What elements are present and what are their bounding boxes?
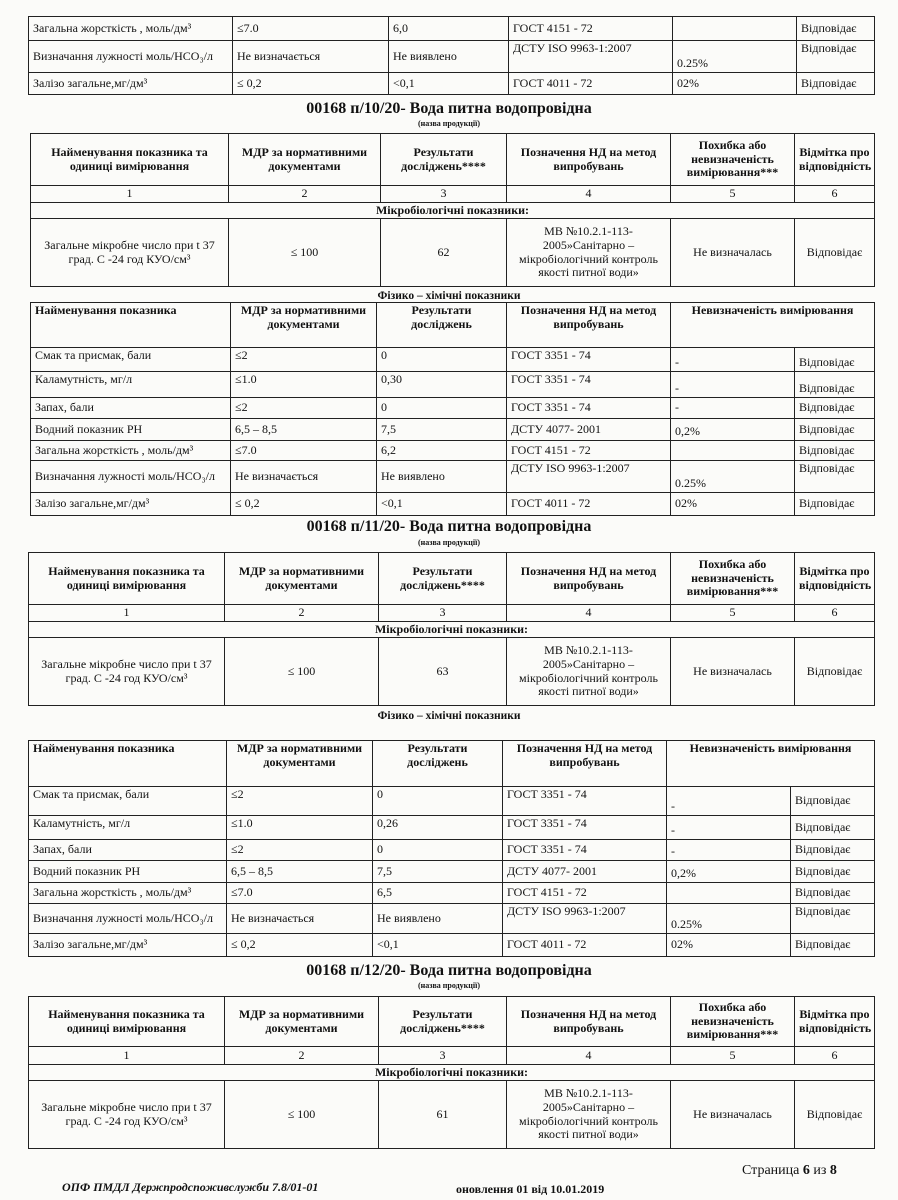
number-row: [29, 605, 875, 622]
cell-name: Запах, бали: [29, 840, 227, 861]
cell-mark: Відповідає: [791, 816, 875, 840]
page-number: [742, 1163, 837, 1179]
cell-mark: Відповідає: [797, 41, 875, 73]
cell-name: Загальна жорсткість , моль/дм³: [29, 17, 233, 41]
cell-uncertainty: -: [667, 840, 791, 861]
cell-result: <0,1: [389, 73, 509, 95]
cell-uncertainty: Не визначалась: [671, 1081, 795, 1149]
col-number: 5: [671, 1047, 795, 1065]
cell-mark: Відповідає: [795, 348, 875, 372]
cell-mdr: 6,5 – 8,5: [227, 861, 373, 883]
cell-mark: Відповідає: [795, 441, 875, 461]
cell-name: Смак та присмак, бали: [29, 787, 227, 816]
header-mdr: МДР за нормативними документами: [227, 741, 373, 787]
cell-method: ДСТУ ISO 9963-1:2007: [507, 461, 671, 493]
micro-section-label: Мікробіологічні показники:: [29, 1065, 875, 1081]
cell-method: МВ №10.2.1-113-2005»Санітарно – мікробіологічний контроль якості питної води»: [507, 638, 671, 706]
cell-mdr: Не визначається: [227, 904, 373, 934]
cell-mark: Відповідає: [795, 493, 875, 516]
cell-uncertainty: 02%: [667, 934, 791, 957]
cell-uncertainty: -: [671, 398, 795, 419]
cell-mark: Відповідає: [791, 861, 875, 883]
phys-table: [28, 740, 875, 957]
cell-method: ДСТУ ISO 9963-1:2007: [509, 41, 673, 73]
cell-method: ГОСТ 3351 - 74: [507, 372, 671, 398]
cell-name: Визначання лужності моль/НСО₃/л: [29, 41, 233, 73]
header-row: [31, 303, 875, 348]
header-result: Результати досліджень: [377, 303, 507, 348]
header-mdr: МДР за нормативними документами: [225, 553, 379, 605]
page-of: из: [813, 1163, 827, 1178]
cell-result: 7,5: [377, 419, 507, 441]
cell-mark: Відповідає: [791, 934, 875, 957]
col-number: 6: [795, 1047, 875, 1065]
cell-result: 0: [377, 348, 507, 372]
header-name: Найменування показника: [31, 303, 231, 348]
table-row: [29, 861, 875, 883]
product-title: 00168 п/12/20- Вода питна водопровідна: [306, 962, 592, 979]
product-caption: (назва продукції): [417, 538, 480, 547]
cell-result: 0: [373, 840, 503, 861]
header-row: [29, 553, 875, 605]
header-method: Позначення НД на метод випробувань: [507, 553, 671, 605]
cell-mdr: ≤7.0: [231, 441, 377, 461]
table-row: [29, 883, 875, 904]
cell-mdr: ≤ 100: [229, 219, 381, 287]
cell-mdr: ≤ 100: [225, 638, 379, 706]
cell-result: Не виявлено: [377, 461, 507, 493]
page-current: 6: [802, 1163, 810, 1178]
header-method: Позначення НД на метод випробувань: [507, 134, 671, 186]
cell-mark: Відповідає: [795, 219, 875, 287]
header-row: [29, 741, 875, 787]
cell-name: Водний показник РН: [31, 419, 231, 441]
cell-mark: Відповідає: [795, 398, 875, 419]
micro-table: [28, 552, 875, 706]
table-row: [29, 840, 875, 861]
cell-method: ДСТУ 4077- 2001: [507, 419, 671, 441]
cell-method: ГОСТ 4151 - 72: [509, 17, 673, 41]
section-row: [31, 203, 875, 219]
table-row: [29, 1081, 875, 1149]
header-result: Результати досліджень****: [379, 553, 507, 605]
cell-mdr: ≤1.0: [227, 816, 373, 840]
table-row: [29, 41, 875, 73]
micro-section-label: Мікробіологічні показники:: [29, 622, 875, 638]
table-row: [31, 348, 875, 372]
cell-uncertainty: 0,2%: [667, 861, 791, 883]
cell-method: ГОСТ 3351 - 74: [507, 348, 671, 372]
header-mdr: МДР за нормативними документами: [229, 134, 381, 186]
cell-method: ГОСТ 4151 - 72: [503, 883, 667, 904]
number-row: [31, 186, 875, 203]
cell-name: Каламутність, мг/л: [31, 372, 231, 398]
col-number: 4: [507, 186, 671, 203]
cell-name: Залізо загальне,мг/дм³: [29, 934, 227, 957]
cell-result: 0: [373, 787, 503, 816]
cell-method: ГОСТ 3351 - 74: [507, 398, 671, 419]
cell-name: Каламутність, мг/л: [29, 816, 227, 840]
col-number: 4: [507, 1047, 671, 1065]
col-number: 5: [671, 605, 795, 622]
cell-method: МВ №10.2.1-113-2005»Санітарно – мікробіологічний контроль якості питної води»: [507, 1081, 671, 1149]
col-number: 6: [795, 605, 875, 622]
cell-method: ГОСТ 3351 - 74: [503, 840, 667, 861]
page-label: Страница: [742, 1163, 800, 1178]
cell-result: <0,1: [373, 934, 503, 957]
section-row: [29, 1065, 875, 1081]
header-error: Похибка або невизначеність вимірювання***: [671, 134, 795, 186]
cell-mdr: ≤2: [227, 840, 373, 861]
cell-uncertainty: Не визначалась: [671, 219, 795, 287]
col-number: 3: [381, 186, 507, 203]
micro-section-label: Мікробіологічні показники:: [31, 203, 875, 219]
cell-uncertainty: 0.25%: [673, 41, 797, 73]
cell-uncertainty: -: [671, 348, 795, 372]
cell-uncertainty: -: [667, 816, 791, 840]
cell-method: ГОСТ 4151 - 72: [507, 441, 671, 461]
cell-mark: Відповідає: [795, 419, 875, 441]
col-number: 2: [225, 605, 379, 622]
header-method: Позначення НД на метод випробувань: [507, 303, 671, 348]
table-row: [31, 493, 875, 516]
cell-result: 63: [379, 638, 507, 706]
table-row: [31, 419, 875, 441]
header-method: Позначення НД на метод випробувань: [507, 997, 671, 1047]
cell-method: ГОСТ 4011 - 72: [503, 934, 667, 957]
col-number: 1: [31, 186, 229, 203]
cell-name: Визначання лужності моль/НСО₃/л: [29, 904, 227, 934]
cell-mdr: ≤ 0,2: [231, 493, 377, 516]
section-row: [29, 622, 875, 638]
cell-uncertainty: -: [671, 372, 795, 398]
header-result: Результати досліджень: [373, 741, 503, 787]
header-error: Похибка або невизначеність вимірювання***: [671, 553, 795, 605]
col-number: 1: [29, 605, 225, 622]
cell-mdr: ≤2: [227, 787, 373, 816]
cell-result: 6,5: [373, 883, 503, 904]
cell-mdr: Не визначається: [233, 41, 389, 73]
table-row: [29, 934, 875, 957]
cell-mdr: ≤ 0,2: [233, 73, 389, 95]
cell-uncertainty: 0,2%: [671, 419, 795, 441]
cell-method: МВ №10.2.1-113-2005»Санітарно – мікробіологічний контроль якості питної води»: [507, 219, 671, 287]
table-row: [29, 73, 875, 95]
header-row: [31, 134, 875, 186]
product-title: 00168 п/10/20- Вода питна водопровідна: [306, 100, 592, 117]
header-name: Найменування показника та одиниці вимірювання: [29, 997, 225, 1047]
cell-mdr: 6,5 – 8,5: [231, 419, 377, 441]
cell-mdr: ≤2: [231, 398, 377, 419]
cell-uncertainty: [673, 17, 797, 41]
table-row: [31, 398, 875, 419]
cell-mark: Відповідає: [797, 17, 875, 41]
header-mdr: МДР за нормативними документами: [225, 997, 379, 1047]
col-number: 3: [379, 605, 507, 622]
col-number: 6: [795, 186, 875, 203]
cell-method: ГОСТ 3351 - 74: [503, 816, 667, 840]
header-error: Похибка або невизначеність вимірювання***: [671, 997, 795, 1047]
table-row: [31, 461, 875, 493]
micro-table: [30, 133, 875, 287]
cell-mark: Відповідає: [791, 840, 875, 861]
cell-result: 6,0: [389, 17, 509, 41]
table-row: [29, 787, 875, 816]
cell-name: Залізо загальне,мг/дм³: [29, 73, 233, 95]
cell-uncertainty: 0.25%: [671, 461, 795, 493]
table-row: [29, 17, 875, 41]
footer-revision: оновлення 01 від 10.01.2019: [456, 1182, 605, 1196]
cell-mdr: ≤ 0,2: [227, 934, 373, 957]
cell-mdr: ≤2: [231, 348, 377, 372]
cell-result: 0,26: [373, 816, 503, 840]
cell-name: Загальна жорсткість , моль/дм³: [31, 441, 231, 461]
cell-result: Не виявлено: [373, 904, 503, 934]
cell-mark: Відповідає: [795, 372, 875, 398]
header-result: Результати досліджень****: [379, 997, 507, 1047]
cell-uncertainty: 02%: [673, 73, 797, 95]
cell-mark: Відповідає: [795, 1081, 875, 1149]
header-uncertainty: Невизначеність вимірювання: [667, 741, 875, 787]
cell-mark: Відповідає: [791, 883, 875, 904]
cell-mark: Відповідає: [795, 638, 875, 706]
col-number: 5: [671, 186, 795, 203]
cell-name: Залізо загальне,мг/дм³: [31, 493, 231, 516]
cell-mdr: ≤1.0: [231, 372, 377, 398]
cell-result: <0,1: [377, 493, 507, 516]
header-name: Найменування показника та одиниці вимірювання: [31, 134, 229, 186]
table-row: [29, 638, 875, 706]
cell-mdr: ≤7.0: [233, 17, 389, 41]
header-uncertainty: Невизначеність вимірювання: [671, 303, 875, 348]
table-row: [29, 904, 875, 934]
cell-result: 0,30: [377, 372, 507, 398]
col-number: 2: [229, 186, 381, 203]
header-mark: Відмітка про відповідність: [795, 553, 875, 605]
cell-name: Смак та присмак, бали: [31, 348, 231, 372]
header-method: Позначення НД на метод випробувань: [503, 741, 667, 787]
cell-uncertainty: -: [667, 787, 791, 816]
cell-method: ДСТУ ISO 9963-1:2007: [503, 904, 667, 934]
cell-result: 61: [379, 1081, 507, 1149]
cell-method: ГОСТ 4011 - 72: [507, 493, 671, 516]
cell-method: ДСТУ 4077- 2001: [503, 861, 667, 883]
header-mark: Відмітка про відповідність: [795, 134, 875, 186]
number-row: [29, 1047, 875, 1065]
cell-name: Визначання лужності моль/НСО₃/л: [31, 461, 231, 493]
cell-name: Водний показник РН: [29, 861, 227, 883]
phys-section-label: Фізико – хімічні показники: [377, 290, 521, 302]
cell-result: 6,2: [377, 441, 507, 461]
cell-name: Загальне мікробне число при t 37 град. С -24 год КУО/см³: [31, 219, 229, 287]
product-caption: (назва продукції): [417, 981, 480, 990]
col-number: 1: [29, 1047, 225, 1065]
col-number: 3: [379, 1047, 507, 1065]
header-result: Результати досліджень****: [381, 134, 507, 186]
header-name: Найменування показника: [29, 741, 227, 787]
header-row: [29, 997, 875, 1047]
cell-mark: Відповідає: [795, 461, 875, 493]
cell-result: 0: [377, 398, 507, 419]
cell-uncertainty: 0.25%: [667, 904, 791, 934]
col-number: 4: [507, 605, 671, 622]
cell-uncertainty: Не визначалась: [671, 638, 795, 706]
product-title: 00168 п/11/20- Вода питна водопровідна: [306, 518, 592, 535]
table-row: [31, 372, 875, 398]
cell-mark: Відповідає: [791, 787, 875, 816]
header-name: Найменування показника та одиниці вимірювання: [29, 553, 225, 605]
cell-method: ГОСТ 4011 - 72: [509, 73, 673, 95]
top-continuation-table: [28, 16, 875, 95]
cell-name: Загальна жорсткість , моль/дм³: [29, 883, 227, 904]
cell-result: 62: [381, 219, 507, 287]
cell-name: Запах, бали: [31, 398, 231, 419]
cell-uncertainty: 02%: [671, 493, 795, 516]
table-row: [31, 219, 875, 287]
micro-table: [28, 996, 875, 1149]
cell-mark: Відповідає: [791, 904, 875, 934]
cell-uncertainty: [671, 441, 795, 461]
header-mdr: МДР за нормативними документами: [231, 303, 377, 348]
phys-section-label: Фізико – хімічні показники: [377, 710, 521, 722]
phys-table: [30, 302, 875, 516]
header-mark: Відмітка про відповідність: [795, 997, 875, 1047]
cell-name: Загальне мікробне число при t 37 град. С -24 год КУО/см³: [29, 638, 225, 706]
cell-uncertainty: [667, 883, 791, 904]
cell-name: Загальне мікробне число при t 37 град. С -24 год КУО/см³: [29, 1081, 225, 1149]
product-caption: (назва продукції): [417, 119, 480, 128]
cell-mdr: Не визначається: [231, 461, 377, 493]
table-row: [31, 441, 875, 461]
cell-mdr: ≤ 100: [225, 1081, 379, 1149]
col-number: 2: [225, 1047, 379, 1065]
table-row: [29, 816, 875, 840]
page-total: 8: [829, 1163, 837, 1178]
cell-mdr: ≤7.0: [227, 883, 373, 904]
cell-result: Не виявлено: [389, 41, 509, 73]
footer-org: ОПФ ПМДЛ Держпродспоживслужби 7.8/01-01: [62, 1180, 319, 1194]
cell-mark: Відповідає: [797, 73, 875, 95]
cell-method: ГОСТ 3351 - 74: [503, 787, 667, 816]
cell-result: 7,5: [373, 861, 503, 883]
